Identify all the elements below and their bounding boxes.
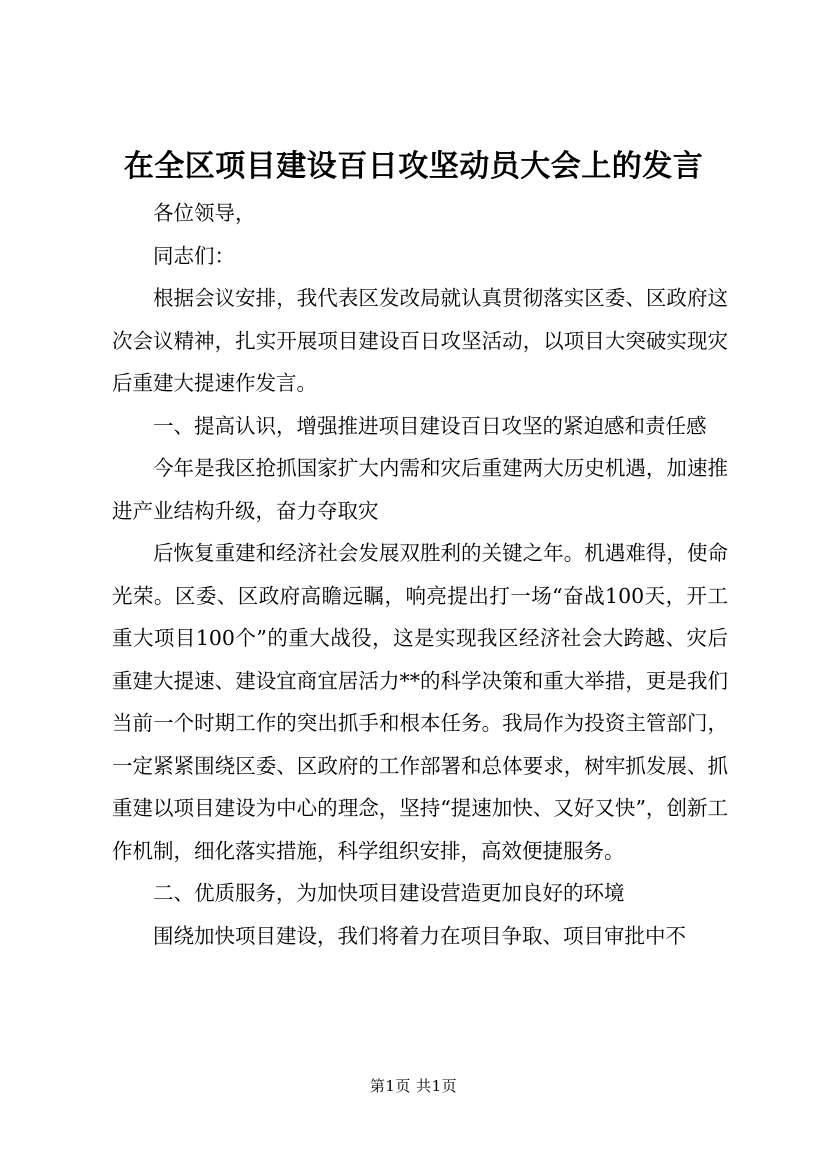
document-body	[112, 192, 728, 957]
paragraph-section-2: 围绕加快项目建设，我们将着力在项目争取、项目审批中不	[153, 923, 686, 948]
paragraph-section-1-b: 后恢复重建和经济社会发展双胜利的关键之年。机遇难得，使命光荣。区委、区政府高瞻远瞩，响亮提出打一场“奋战100天，开工重大项目100个”的重大战役，这是实现我区经济社会大跨越、灾后重建大提速、建设宜商宜居活力**的科学决策和重大举措，更是我们当前一个时期工作的突出抓手和根本任务。我局作为投资主管部门，一定紧紧围绕区委、区政府的工作部署和总体要求，树牢抓发展、抓重建以项目建设为中心的理念，坚持“提速加快、又好又快”，创新工作机制，细化落实措施，科学组织安排，高效便捷服务。	[112, 541, 728, 863]
salutation-leaders: 各位领导，	[153, 201, 256, 225]
section-heading-1: 一、提高认识，增强推进项目建设百日攻坚的紧迫感和责任感	[153, 413, 707, 438]
paragraph-intro: 根据会议安排，我代表区发改局就认真贯彻落实区委、区政府这次会议精神，扎实开展项目建设百日攻坚活动，以项目大突破实现灾后重建大提速作发言。	[112, 286, 728, 395]
document-title: 在全区项目建设百日攻坚动员大会上的发言	[123, 149, 704, 184]
paragraph-section-1-a: 今年是我区抢抓国家扩大内需和灾后重建两大历史机遇，加速推进产业结构升级，奋力夺取灾	[112, 456, 728, 523]
section-heading-2: 二、优质服务，为加快项目建设营造更加良好的环境	[153, 881, 625, 905]
salutation-comrades: 同志们：	[153, 243, 235, 268]
page-number-footer: 第1页 共1页	[369, 1077, 458, 1095]
